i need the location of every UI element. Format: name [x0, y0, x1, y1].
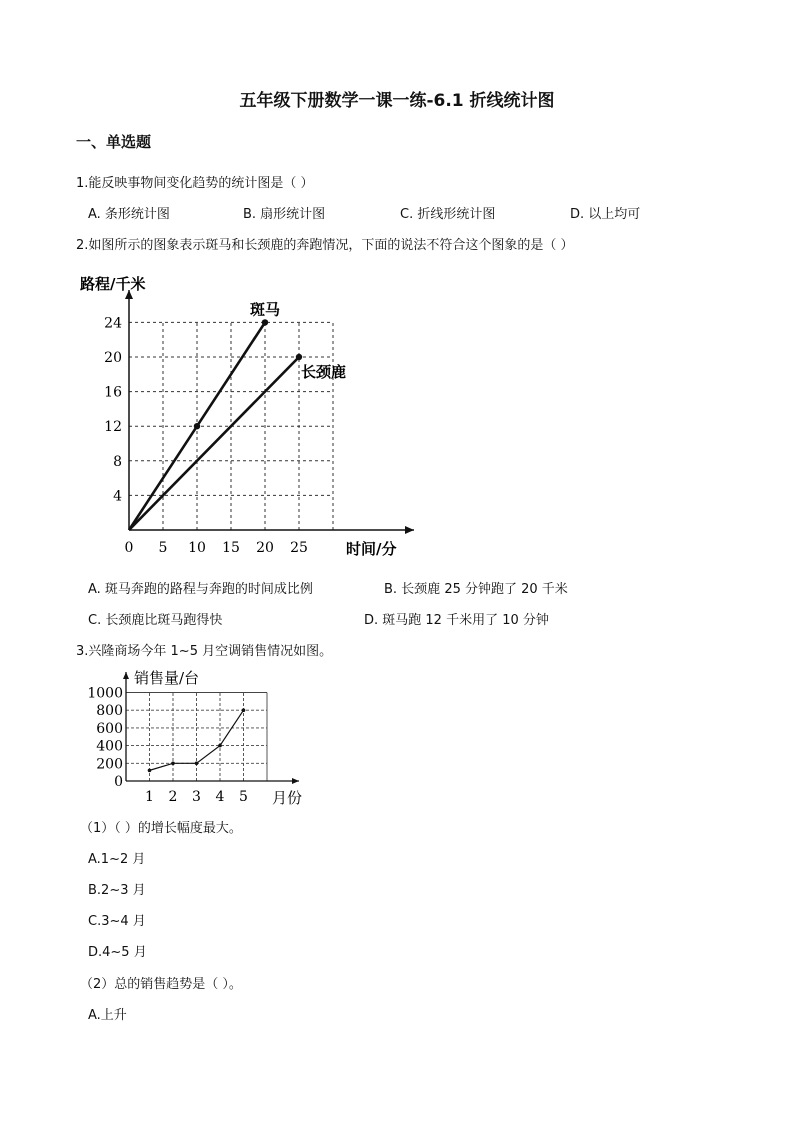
- question-1-text: 1.能反映事物间变化趋势的统计图是（ ）: [76, 176, 314, 191]
- y-tick-label: 400: [96, 738, 123, 755]
- data-point: [194, 423, 200, 429]
- chart-2-sales: [84, 668, 324, 810]
- q2-option-b[interactable]: B. 长颈鹿 25 分钟跑了 20 千米: [384, 582, 568, 597]
- y-tick-label: 12: [104, 419, 122, 436]
- y-tick-label: 24: [104, 315, 122, 332]
- y-tick-label: 4: [113, 488, 122, 505]
- series-label-zebra: 斑马: [250, 300, 281, 319]
- q3-sub2-option-a[interactable]: A.上升: [88, 1008, 127, 1023]
- q3-sub1-option-d[interactable]: D.4~5 月: [88, 945, 147, 960]
- section-heading: 一、单选题: [76, 133, 152, 151]
- y-tick-label: 200: [96, 756, 123, 773]
- y-tick-label: 8: [113, 453, 122, 470]
- x-tick-label: 1: [145, 789, 154, 805]
- q2-option-a[interactable]: A. 斑马奔跑的路程与奔跑的时间成比例: [88, 582, 313, 597]
- q1-option-d[interactable]: D. 以上均可: [570, 207, 641, 222]
- x-tick-label: 0: [124, 540, 134, 556]
- q3-sub2-text: （2）总的销售趋势是（ ）。: [80, 977, 242, 992]
- chart-1-labels: [80, 275, 396, 558]
- x-axis-title: 时间/分: [346, 540, 397, 558]
- q1-option-b[interactable]: B. 扇形统计图: [243, 207, 326, 222]
- y-tick-label: 1000: [87, 685, 123, 702]
- q3-sub1-option-b[interactable]: B.2~3 月: [88, 883, 146, 898]
- y-tick-label: 800: [96, 703, 123, 720]
- question-3-text: 3.兴隆商场今年 1~5 月空调销售情况如图。: [76, 644, 333, 659]
- y-axis-arrow: [123, 672, 129, 679]
- q3-sub1-text: （1）（ ）的增长幅度最大。: [80, 821, 242, 836]
- chart-1-series: [129, 319, 302, 530]
- x-tick-label: 20: [256, 540, 274, 556]
- data-point: [296, 354, 302, 360]
- chart-1-distance-time: [76, 268, 416, 563]
- x-axis-title: 月份: [272, 789, 303, 807]
- x-axis-arrow: [405, 526, 414, 534]
- x-tick-label: 3: [192, 789, 201, 805]
- x-tick-label: 4: [215, 789, 225, 805]
- data-point: [242, 708, 246, 712]
- chart-1-axes: [125, 290, 414, 534]
- x-tick-label: 10: [188, 540, 206, 556]
- q1-option-a[interactable]: A. 条形统计图: [88, 207, 170, 222]
- data-point: [171, 762, 175, 766]
- x-tick-label: 15: [222, 540, 240, 556]
- data-point: [148, 769, 152, 773]
- x-tick-label: 25: [290, 540, 308, 556]
- question-2-text: 2.如图所示的图象表示斑马和长颈鹿的奔跑情况，下面的说法不符合这个图象的是（ ）: [76, 238, 574, 253]
- page-title: 五年级下册数学一课一练-6.1 折线统计图: [239, 91, 555, 111]
- y-tick-label: 16: [104, 384, 122, 401]
- q1-option-c[interactable]: C. 折线形统计图: [400, 207, 496, 222]
- x-tick-label: 5: [158, 540, 168, 556]
- data-point: [218, 744, 222, 748]
- series-line-giraffe: [129, 357, 299, 530]
- q3-sub1-option-a[interactable]: A.1~2 月: [88, 852, 146, 867]
- y-axis-title: 销售量/台: [134, 669, 200, 687]
- y-tick-label: 20: [104, 350, 122, 366]
- chart-2-grid: [126, 693, 267, 782]
- q2-option-c[interactable]: C. 长颈鹿比斑马跑得快: [88, 613, 223, 628]
- data-point: [262, 319, 268, 325]
- y-tick-label: 0: [114, 774, 123, 790]
- data-point: [195, 762, 199, 766]
- x-axis-arrow: [292, 778, 299, 784]
- y-tick-label: 600: [96, 720, 123, 737]
- q3-sub1-option-c[interactable]: C.3~4 月: [88, 914, 146, 929]
- q2-option-d[interactable]: D. 斑马跑 12 千米用了 10 分钟: [364, 613, 549, 628]
- chart-2-labels: [87, 669, 302, 807]
- series-label-giraffe: 长颈鹿: [301, 363, 347, 381]
- y-axis-title: 路程/千米: [80, 275, 146, 293]
- x-tick-label: 5: [239, 789, 248, 805]
- x-tick-label: 2: [168, 789, 178, 805]
